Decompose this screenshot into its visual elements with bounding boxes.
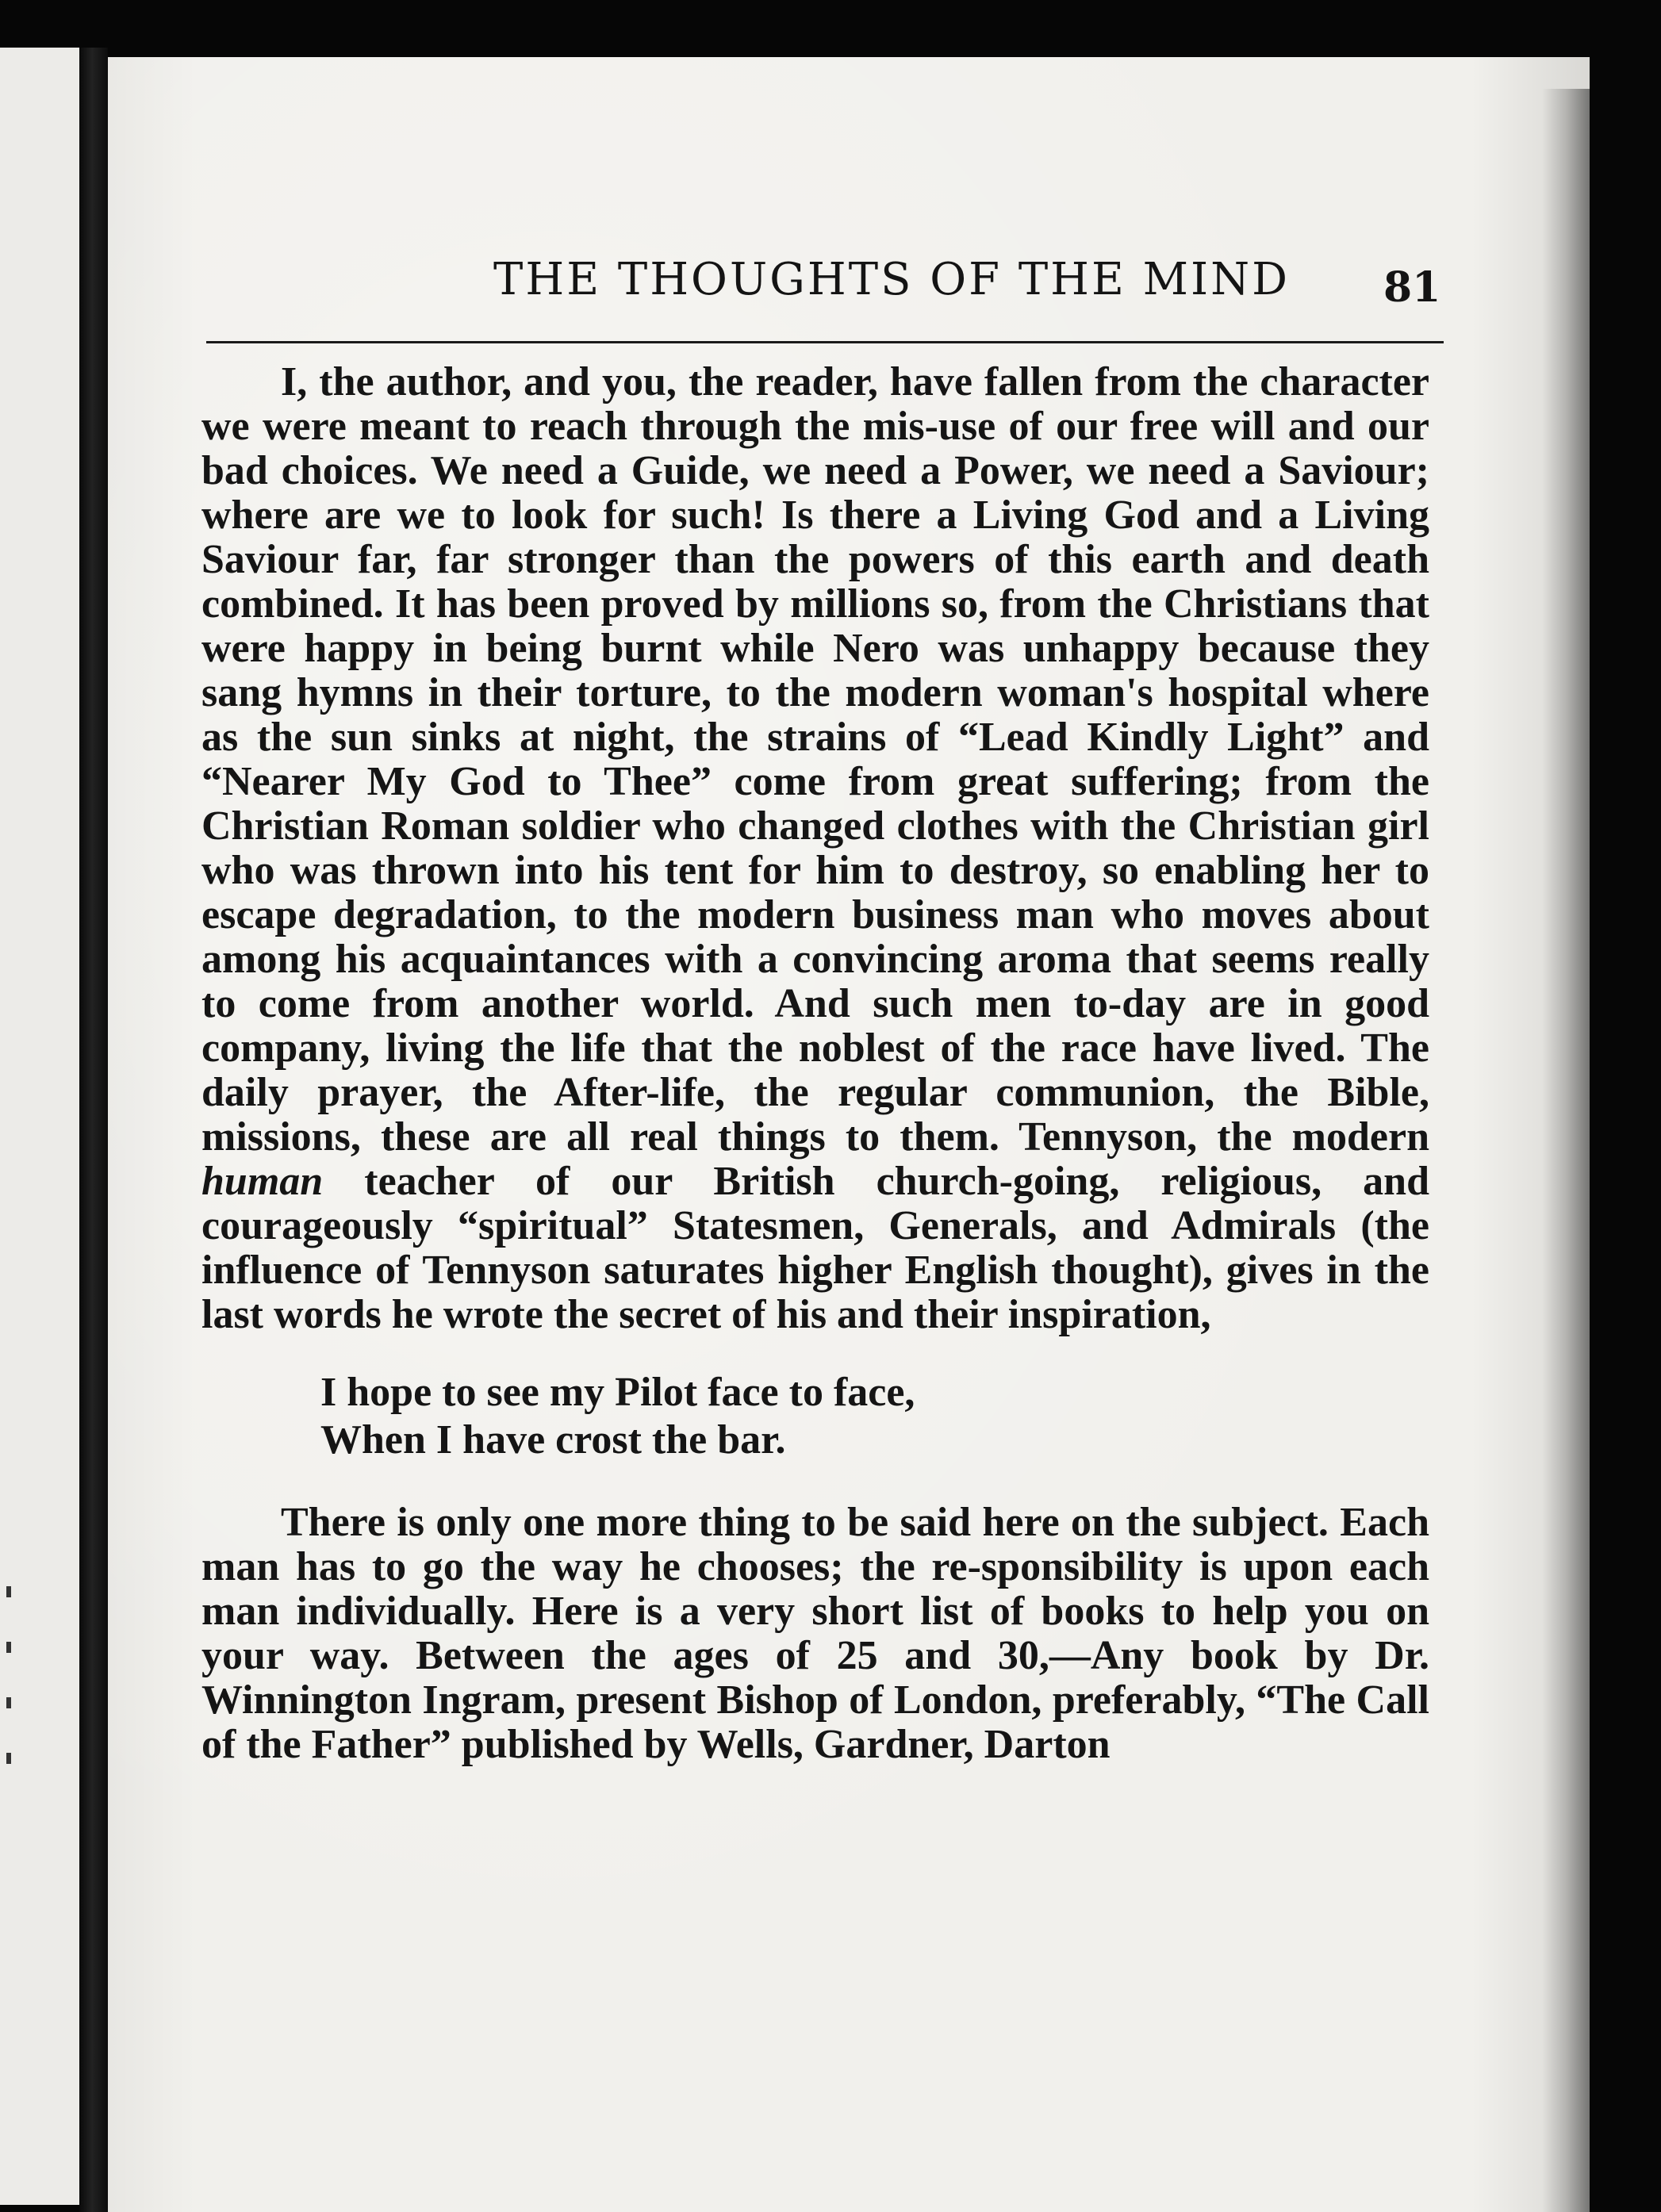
paragraph-text: teacher of our British church-going, religious, and courageously “spiritual” Statesmen, Generals, and Admirals (the influence of Tennyson saturates higher English thought), gives in the last words he wrote the secret of his and their inspiration,	[201, 1159, 1430, 1337]
running-title: THE THOUGHTS OF THE MIND	[493, 254, 1291, 305]
edge-mark	[6, 1753, 11, 1764]
page-shadow	[1542, 89, 1590, 2212]
running-header	[206, 254, 1444, 343]
page-body	[201, 360, 1429, 1767]
page-number: 81	[1383, 263, 1441, 312]
paragraph	[201, 360, 1429, 1337]
edge-mark	[6, 1697, 11, 1708]
paragraph: There is only one more thing to be said here on the subject. Each man has to go the way he chooses; the re-sponsibility is upon each man individually. Here is a very short list of books to help you on your way. Between the ages of 25 and 30,—Any book by Dr. Winnington Ingram, present Bishop of London, preferably, “The Call of the Father” published by Wells, Gardner, Darton	[201, 1500, 1429, 1767]
paragraph-text: I, the author, and you, the reader, have fallen from the character we were meant to reach through the mis-use of our free will and our bad choices. We need a Guide, we need a Power, we need a Saviour; where are we to look for such! Is there a Living God and a Living Saviour far, far stronger than the powers of this earth and death combined. It has been proved by millions so, from the Christians that were happy in being burnt while Nero was unhappy because they sang hymns in their torture, to the modern woman's hospital where as the sun sinks at night, the strains of “Lead Kindly Light” and “Nearer My God to Thee” come from great suffering; from the Christian Roman soldier who changed clothes with the Christian girl who was thrown into his tent for him to destroy, so enabling her to escape degradation, to the modern business man who moves about among his acquaintances with a convincing aroma that seems really to come from another world. And such men to-day are in good company, living the life that the noblest of the race have lived. The daily prayer, the After-life, the regular communion, the Bible, missions, these are all real things to them. Tennyson, the modern	[201, 359, 1429, 1160]
italic-word: human	[201, 1159, 324, 1204]
book-gutter	[79, 48, 108, 2212]
edge-mark	[6, 1586, 11, 1597]
verse-line: When I have crost the bar.	[320, 1417, 786, 1463]
previous-page-edge	[0, 48, 87, 2205]
verse-quote	[320, 1369, 1429, 1464]
edge-mark	[6, 1642, 11, 1653]
verse-line: I hope to see my Pilot face to face,	[320, 1370, 915, 1415]
book-page	[108, 57, 1590, 2212]
